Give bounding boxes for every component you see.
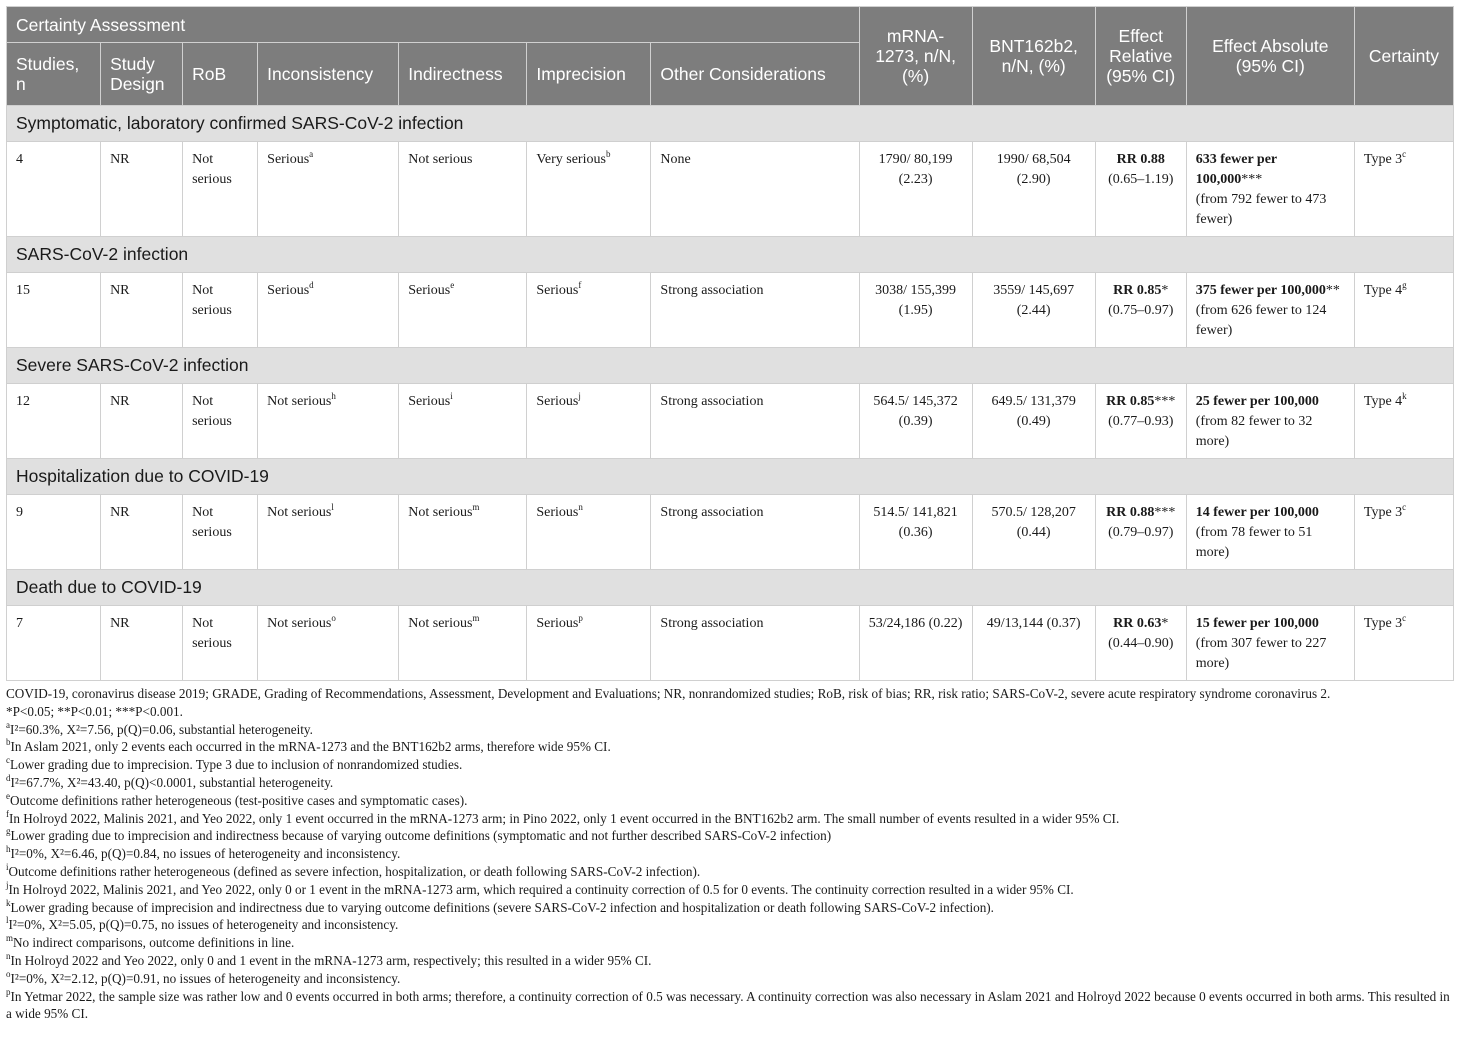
cell-certainty <box>1354 142 1453 237</box>
footnote-text: I²=0%, Χ²=6.46, p(Q)=0.84, no issues of heterogeneity and inconsistency. <box>10 846 401 862</box>
rr-significance: * <box>1161 283 1169 298</box>
section-heading: Severe SARS-CoV-2 infection <box>7 348 1454 384</box>
footnote-k <box>6 899 1454 917</box>
rr-ci: (0.65–1.19) <box>1108 172 1174 187</box>
cell-imprecision <box>527 495 651 570</box>
cell-indirectness <box>399 142 527 237</box>
rr-value: RR 0.88 <box>1116 152 1165 167</box>
footnote-e <box>6 792 1454 810</box>
cell-text: Serious <box>536 616 579 631</box>
absolute-significance: *** <box>1241 172 1263 187</box>
footnote-text: In Yetmar 2022, the sample size was rather low and 0 events occurred in both arms; therefore, a continuity correction of 0.5 was necessary. A continuity correction was also necessary in Aslam 2021 and Holroyd 2022 because 0 events occurred in both arms. This resulted in a wide 95% CI. <box>6 988 1450 1022</box>
footnote-marker: k <box>1402 391 1407 401</box>
footnote-i <box>6 863 1454 881</box>
table-row <box>7 606 1454 681</box>
table-header <box>7 7 1454 106</box>
footnote-letter: p <box>6 986 11 997</box>
certainty-value: Type 3 <box>1363 505 1403 520</box>
footnote-marker: g <box>1402 280 1407 290</box>
cell-inconsistency <box>258 384 399 459</box>
cell-effect-relative <box>1095 273 1186 348</box>
absolute-effect: 375 fewer per 100,000 <box>1195 283 1326 298</box>
table-row <box>7 142 1454 237</box>
cell-design: NR <box>101 495 183 570</box>
section-heading: Death due to COVID-19 <box>7 570 1454 606</box>
cell-imprecision <box>527 142 651 237</box>
cell-other: Strong association <box>651 273 859 348</box>
footnote-marker: a <box>309 149 314 159</box>
cell-mrna: 1790/ 80,199 (2.23) <box>859 142 972 237</box>
footnote-text: Lower grading because of imprecision and indirectness due to varying outcome definitions (severe SARS-CoV-2 infection and hospitalization or death following SARS-CoV-2 infection). <box>10 899 994 915</box>
table-row <box>7 273 1454 348</box>
footnote-text: I²=60.3%, Χ²=7.56, p(Q)=0.06, substantial heterogeneity. <box>10 721 313 737</box>
cell-bnt: 49/13,144 (0.37) <box>972 606 1095 681</box>
cell-imprecision <box>527 273 651 348</box>
footnote-marker: l <box>331 502 334 512</box>
cell-design: NR <box>101 384 183 459</box>
cell-studies: 9 <box>7 495 101 570</box>
cell-mrna: 3038/ 155,399 (1.95) <box>859 273 972 348</box>
footnote-marker: h <box>331 391 336 401</box>
cell-bnt: 570.5/ 128,207 (0.44) <box>972 495 1095 570</box>
cell-text: Serious <box>536 394 579 409</box>
section-heading: Hospitalization due to COVID-19 <box>7 459 1454 495</box>
cell-other: None <box>651 142 859 237</box>
rr-ci: (0.79–0.97) <box>1108 525 1174 540</box>
cell-effect-relative <box>1095 495 1186 570</box>
footnote-text: Outcome definitions rather heterogeneous (test-positive cases and symptomatic cases). <box>10 792 468 808</box>
cell-effect-absolute <box>1186 495 1354 570</box>
footnote-text: In Holroyd 2022, Malinis 2021, and Yeo 2022, only 1 event occurred in the mRNA-1273 arm; in Pino 2022, only 1 event occurred in the BNT162b2 arm. The small number of events resulted in a wider 95% CI. <box>9 810 1120 826</box>
footnote-text: Outcome definitions rather heterogeneous (defined as severe infection, hospitalization, or death following SARS-CoV-2 infection). <box>8 863 701 879</box>
cell-bnt: 1990/ 68,504 (2.90) <box>972 142 1095 237</box>
footnote-abbreviations: COVID-19, coronavirus disease 2019; GRADE, Grading of Recommendations, Assessment, Development and Evaluations; NR, nonrandomized studies; RoB, risk of bias; RR, risk ratio; SARS-CoV-2, severe acute respiratory syndrome coronavirus 2. <box>6 686 1331 701</box>
footnote-text: Lower grading due to imprecision. Type 3 due to inclusion of nonrandomized studies. <box>10 757 463 773</box>
cell-studies: 7 <box>7 606 101 681</box>
cell-inconsistency <box>258 606 399 681</box>
absolute-effect: 14 fewer per 100,000 <box>1195 505 1319 520</box>
header-studies: Studies, n <box>7 43 101 106</box>
footnote-p <box>6 988 1454 1024</box>
footnote-text: I²=0%, Χ²=2.12, p(Q)=0.91, no issues of heterogeneity and inconsistency. <box>10 970 401 986</box>
cell-bnt: 3559/ 145,697 (2.44) <box>972 273 1095 348</box>
footnote-f <box>6 810 1454 828</box>
header-bnt162b2: BNT162b2, n/N, (%) <box>972 7 1095 106</box>
header-inconsistency: Inconsistency <box>258 43 399 106</box>
table-body <box>7 106 1454 681</box>
absolute-range: (from 307 fewer to 227 more) <box>1195 636 1327 671</box>
cell-bnt: 649.5/ 131,379 (0.49) <box>972 384 1095 459</box>
footnote-b <box>6 738 1454 756</box>
cell-effect-absolute <box>1186 606 1354 681</box>
header-rob: RoB <box>183 43 258 106</box>
footnote-marker: c <box>1402 149 1407 159</box>
footnote-letter: m <box>6 933 14 944</box>
footnote-marker: f <box>578 280 582 290</box>
footnote-marker: j <box>578 391 581 401</box>
cell-text: Serious <box>408 283 451 298</box>
footnote-letter: o <box>6 968 11 979</box>
footnote-letter: e <box>6 790 10 801</box>
cell-certainty <box>1354 495 1453 570</box>
absolute-effect: 15 fewer per 100,000 <box>1195 616 1319 631</box>
cell-inconsistency <box>258 273 399 348</box>
footnote-marker: m <box>472 613 480 623</box>
cell-text: Serious <box>267 283 310 298</box>
cell-certainty <box>1354 606 1453 681</box>
cell-text: Serious <box>536 283 579 298</box>
footnote-h <box>6 845 1454 863</box>
cell-indirectness <box>399 495 527 570</box>
cell-indirectness <box>399 384 527 459</box>
footnote-o <box>6 970 1454 988</box>
cell-rob: Not serious <box>183 273 258 348</box>
footnote-marker: c <box>1402 613 1407 623</box>
footnote-m <box>6 934 1454 952</box>
cell-effect-absolute <box>1186 273 1354 348</box>
cell-text: Not serious <box>267 505 332 520</box>
certainty-value: Type 4 <box>1363 283 1403 298</box>
section-heading: Symptomatic, laboratory confirmed SARS-CoV-2 infection <box>7 106 1454 142</box>
absolute-range: (from 626 fewer to 124 fewer) <box>1195 303 1327 338</box>
cell-imprecision <box>527 606 651 681</box>
cell-other: Strong association <box>651 606 859 681</box>
cell-text: Not serious <box>408 505 473 520</box>
header-certainty: Certainty <box>1354 7 1453 106</box>
header-other-considerations: Other Considerations <box>651 43 859 106</box>
footnote-marker: i <box>450 391 453 401</box>
cell-indirectness <box>399 273 527 348</box>
header-effect-relative: Effect Relative (95% CI) <box>1095 7 1186 106</box>
footnote-letter: h <box>6 844 11 855</box>
rr-significance: *** <box>1154 394 1176 409</box>
grade-table-container <box>6 6 1454 1023</box>
cell-text: Serious <box>408 394 451 409</box>
footnote-g <box>6 827 1454 845</box>
cell-design: NR <box>101 142 183 237</box>
rr-significance: *** <box>1154 505 1176 520</box>
cell-certainty <box>1354 384 1453 459</box>
absolute-range: (from 82 fewer to 32 more) <box>1195 414 1313 449</box>
grade-evidence-table <box>6 6 1454 681</box>
cell-other: Strong association <box>651 495 859 570</box>
footnote-letter: c <box>6 755 10 766</box>
footnote-j <box>6 881 1454 899</box>
footnote-letter: g <box>6 826 11 837</box>
cell-effect-relative <box>1095 142 1186 237</box>
footnote-significance: *P<0.05; **P<0.01; ***P<0.001. <box>6 703 183 719</box>
footnote-text: No indirect comparisons, outcome definitions in line. <box>13 935 295 951</box>
footnote-marker: n <box>578 502 583 512</box>
footnote-text: In Holroyd 2022 and Yeo 2022, only 0 and 1 event in the mRNA-1273 arm, respectively; this resulted in a wider 95% CI. <box>10 952 652 968</box>
footnote-marker: m <box>472 502 480 512</box>
absolute-effect: 633 fewer per 100,000 <box>1195 152 1277 187</box>
table-row <box>7 495 1454 570</box>
cell-mrna: 514.5/ 141,821 (0.36) <box>859 495 972 570</box>
header-imprecision: Imprecision <box>527 43 651 106</box>
section-heading: SARS-CoV-2 infection <box>7 237 1454 273</box>
footnote-marker: e <box>450 280 455 290</box>
footnote-marker: b <box>605 149 611 159</box>
footnote-text: I²=0%, Χ²=5.05, p(Q)=0.75, no issues of heterogeneity and inconsistency. <box>8 917 399 933</box>
cell-mrna: 53/24,186 (0.22) <box>859 606 972 681</box>
footnote-letter: a <box>6 719 10 730</box>
cell-other: Strong association <box>651 384 859 459</box>
cell-imprecision <box>527 384 651 459</box>
footnote-letter: b <box>6 737 11 748</box>
header-study-design: Study Design <box>101 43 183 106</box>
footnote-text: Lower grading due to imprecision and indirectness because of varying outcome definitions (symptomatic and not further described SARS-CoV-2 infection) <box>10 828 832 844</box>
footnote-n <box>6 952 1454 970</box>
cell-rob: Not serious <box>183 495 258 570</box>
footnote-letter: n <box>6 950 11 961</box>
footnote-letter: l <box>6 915 9 926</box>
table-footnotes <box>6 681 1454 1023</box>
certainty-value: Type 3 <box>1363 616 1403 631</box>
cell-studies: 15 <box>7 273 101 348</box>
footnote-text: In Holroyd 2022, Malinis 2021, and Yeo 2022, only 0 or 1 event in the mRNA-1273 arm, which required a continuity correction of 0.5 for 0 events. The continuity correction resulted in a wider 95% CI. <box>8 881 1074 897</box>
footnote-letter: k <box>6 897 11 908</box>
rr-value: RR 0.88 <box>1106 505 1155 520</box>
footnote-letter: d <box>6 772 11 783</box>
footnote-marker: c <box>1402 502 1407 512</box>
cell-inconsistency <box>258 495 399 570</box>
absolute-range: (from 78 fewer to 51 more) <box>1195 525 1313 560</box>
cell-inconsistency <box>258 142 399 237</box>
cell-rob: Not serious <box>183 606 258 681</box>
footnote-a <box>6 721 1454 739</box>
certainty-value: Type 3 <box>1363 152 1403 167</box>
rr-value: RR 0.63 <box>1113 616 1162 631</box>
cell-text: Serious <box>536 505 579 520</box>
absolute-range: (from 792 fewer to 473 fewer) <box>1195 192 1327 227</box>
header-mrna-1273: mRNA-1273, n/N, (%) <box>859 7 972 106</box>
absolute-effect: 25 fewer per 100,000 <box>1195 394 1319 409</box>
cell-indirectness <box>399 606 527 681</box>
certainty-value: Type 4 <box>1363 394 1403 409</box>
cell-effect-relative <box>1095 606 1186 681</box>
footnote-d <box>6 774 1454 792</box>
cell-rob: Not serious <box>183 142 258 237</box>
rr-ci: (0.44–0.90) <box>1108 636 1174 651</box>
cell-text: Not serious <box>267 616 332 631</box>
cell-design: NR <box>101 606 183 681</box>
cell-certainty <box>1354 273 1453 348</box>
footnote-letter: i <box>6 861 9 872</box>
footnote-text: I²=67.7%, Χ²=43.40, p(Q)<0.0001, substantial heterogeneity. <box>10 774 334 790</box>
header-effect-absolute: Effect Absolute (95% CI) <box>1186 7 1354 106</box>
rr-value: RR 0.85 <box>1106 394 1155 409</box>
footnote-marker: o <box>331 613 336 623</box>
footnote-text: In Aslam 2021, only 2 events each occurred in the mRNA-1273 and the BNT162b2 arms, therefore wide 95% CI. <box>10 739 611 755</box>
footnote-letter: j <box>6 879 9 890</box>
cell-effect-absolute <box>1186 384 1354 459</box>
footnote-c <box>6 756 1454 774</box>
cell-text: Not serious <box>408 616 473 631</box>
footnote-marker: d <box>309 280 314 290</box>
absolute-significance: ** <box>1325 283 1340 298</box>
footnote-l <box>6 916 1454 934</box>
cell-rob: Not serious <box>183 384 258 459</box>
footnote-marker: p <box>578 613 583 623</box>
cell-effect-absolute <box>1186 142 1354 237</box>
rr-ci: (0.77–0.93) <box>1108 414 1174 429</box>
cell-text: Not serious <box>267 394 332 409</box>
cell-mrna: 564.5/ 145,372 (0.39) <box>859 384 972 459</box>
cell-studies: 12 <box>7 384 101 459</box>
footnote-letter: f <box>6 808 9 819</box>
cell-text: Very serious <box>536 152 606 167</box>
table-row <box>7 384 1454 459</box>
cell-effect-relative <box>1095 384 1186 459</box>
rr-significance: * <box>1161 616 1169 631</box>
header-indirectness: Indirectness <box>399 43 527 106</box>
cell-studies: 4 <box>7 142 101 237</box>
cell-design: NR <box>101 273 183 348</box>
header-certainty-assessment: Certainty Assessment <box>7 7 860 43</box>
cell-text: Not serious <box>408 152 473 167</box>
rr-ci: (0.75–0.97) <box>1108 303 1174 318</box>
cell-text: Serious <box>267 152 310 167</box>
rr-value: RR 0.85 <box>1113 283 1162 298</box>
